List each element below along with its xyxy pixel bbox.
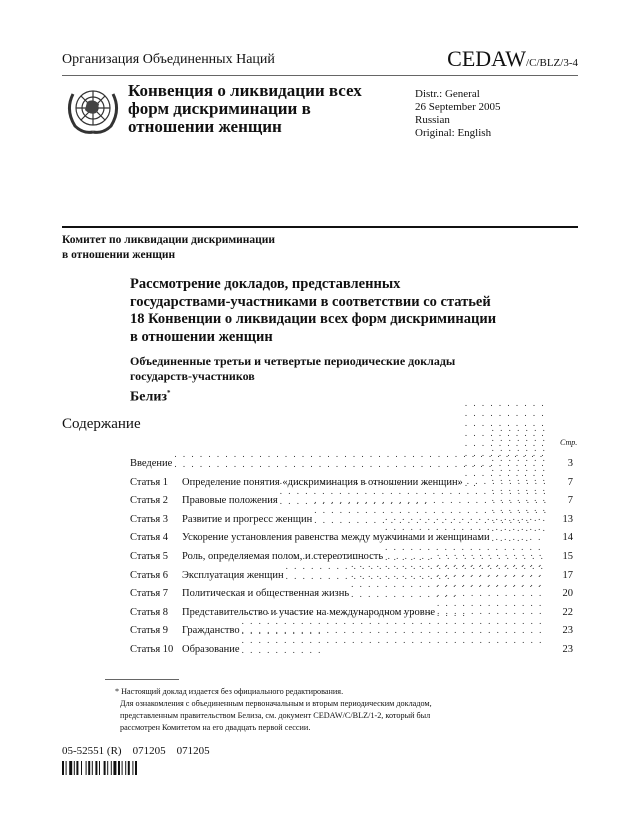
toc-label: Статья 1 [130,476,169,488]
organization-name: Организация Объединенных Наций [62,52,275,67]
toc-page: 22 [562,606,573,618]
toc-page: 23 [562,644,573,655]
toc-page: 14 [562,532,573,544]
toc-page: 7 [567,495,573,507]
toc-label: Статья 2 [130,495,169,507]
symbol-suffix: /C/BLZ/3-4 [526,57,578,69]
convention-title-line: форм дискриминации в [128,99,311,118]
footnote [115,686,432,734]
toc-page: 15 [562,551,573,562]
toc-title: Ускорение установления равенства между мужчинами и женщинами [182,532,490,544]
toc-title: Гражданство [182,625,240,637]
country-name [130,389,171,406]
distribution-info [415,88,501,140]
toc-label: Статья 5 [130,551,169,562]
heading-line: государствами-участниками в соответствии со статьей [130,293,491,310]
section-divider [62,226,578,228]
original-language: Original: English [415,127,492,139]
committee-name [62,233,275,263]
footnote-line: Для ознакомления с объединенным первоначальным и вторым периодическим докладом, [120,699,432,708]
subheading-line: Объединенные третьи и четвертые периодические доклады [130,354,456,368]
toc-page: 7 [567,476,573,488]
toc-title: Развитие и прогресс женщин [182,513,313,525]
toc-label: Введение [130,458,173,469]
report-subheading [130,354,455,384]
symbol-main: CEDAW [447,46,527,71]
toc-label: Статья 6 [130,569,169,581]
toc-label: Статья 8 [130,606,169,618]
heading-line: Рассмотрение докладов, представленных [130,276,401,292]
distribution-line: Distr.: General [415,88,480,100]
convention-title [128,82,362,136]
report-heading [130,276,496,346]
toc-label: Статья 3 [130,513,169,525]
committee-line: в отношении женщин [62,249,176,261]
footnote-divider [105,679,179,680]
heading-line: 18 Конвенции о ликвидации всех форм дискриминации [130,311,497,327]
page-column-label: Стр. [560,438,578,447]
contents-title: Содержание [62,416,141,432]
footnote-line: представленным правительством Белиза, см. документ CEDAW/C/BLZ/1-2, который был [120,711,431,720]
toc-title: Представительство и участие на международном уровне [182,606,435,618]
toc-title: Определение понятия «дискриминация в отношении женщин» [182,476,463,488]
document-symbol [447,46,578,72]
toc-title: Правовые положения [182,495,278,507]
toc-label: Статья 10 [130,644,174,655]
toc-page: 20 [562,588,573,600]
subheading-line: государств-участников [130,369,255,383]
heading-line: в отношении женщин [130,328,273,345]
footnote-marker[interactable]: * [167,389,171,397]
toc-title: Политическая и общественная жизнь [182,588,350,600]
footnote-line: * Настоящий доклад издается без официального редактирования. [115,687,344,696]
toc-label: Статья 7 [130,588,169,600]
toc-title: Роль, определяемая полом, и стереотипность [182,551,384,562]
convention-title-line: Конвенция о ликвидации всех [128,81,362,100]
toc-label: Статья 4 [130,532,169,544]
language: Russian [415,114,450,126]
barcode-icon [62,761,180,775]
toc-page: 17 [562,569,573,581]
toc-title: Образование [182,644,240,655]
toc-leader [242,625,549,655]
toc-title: Эксплуатация женщин [182,569,284,581]
document-code: 05-52551 (R) 071205 071205 [62,745,210,757]
toc-page: 13 [562,513,573,525]
country-label: Белиз [130,389,168,405]
toc-entry[interactable] [130,641,573,655]
un-emblem-icon [63,82,123,137]
toc-page: 23 [562,625,573,637]
toc-label: Статья 9 [130,625,169,637]
committee-line: Комитет по ликвидации дискриминации [62,234,276,246]
convention-title-line: отношении женщин [128,117,282,136]
footnote-line: рассмотрен Комитетом на его двадцать первой сессии. [120,723,311,732]
header-divider [62,75,578,76]
date: 26 September 2005 [415,101,501,113]
toc-page: 3 [567,458,573,469]
